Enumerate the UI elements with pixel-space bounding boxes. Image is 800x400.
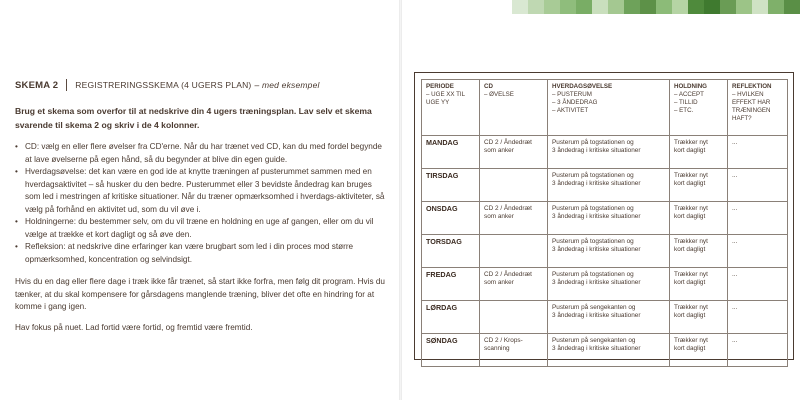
header-periode (422, 80, 480, 136)
cell-line: 3 åndedrag i kritiske situationer (552, 312, 641, 320)
holdning-cell (670, 136, 728, 169)
instruction-list (15, 141, 387, 266)
instruction-text: CD: vælg en eller flere øvelser fra CD'erne. Når du har trænet ved CD, kan du med fordel begynde at lave øvelserne på egen hånd, så du begynder at blive din egen guide. (25, 142, 382, 164)
cell-line: 3 åndedrag i kritiske situationer (552, 246, 641, 254)
cell-line: scanning (484, 345, 510, 353)
hverdagsovelse-cell (548, 301, 670, 334)
cell-line: Pusterum på togstationen og (552, 205, 634, 212)
header-cd (480, 80, 548, 136)
header-reflektion (728, 80, 788, 136)
color-swatch (752, 0, 768, 14)
cell-line: som anker (484, 147, 514, 155)
color-swatch (688, 0, 704, 14)
instruction-item (15, 241, 387, 266)
cell-line: kort dagligt (674, 345, 706, 353)
header-hverdagsovelse (548, 80, 670, 136)
cell-line: kort dagligt (674, 180, 706, 188)
color-swatch (720, 0, 736, 14)
instruction-item (15, 216, 387, 241)
table-row (422, 334, 788, 367)
color-swatch (592, 0, 608, 14)
instruction-item (15, 166, 387, 216)
header-subline: – ØVELSE (484, 91, 514, 98)
cell-line: Trækker nyt (674, 337, 708, 344)
cd-cell (480, 169, 548, 202)
color-swatch (624, 0, 640, 14)
cell-line: CD 2 / Åndedræt (484, 271, 532, 278)
header-subline: UGE YY (426, 99, 450, 106)
instruction-text: Refleksion: at nedskrive dine erfaringer kan være brugbart som led i din proces mod større opmærksomhed, koncentration og selvindsigt. (25, 242, 354, 264)
bullet-dot: • (15, 242, 18, 251)
cell-line: 3 åndedrag i kritiske situationer (552, 147, 641, 155)
color-swatch (528, 0, 544, 14)
color-swatch (560, 0, 576, 14)
paragraph-continue: Hvis du en dag eller flere dage i træk ikke får trænet, så start ikke forfra, men følg dit program. Hvis du tænker, at du skal kompensere for gårsdagens manglende træning, bliver det ofte en hindring for at komme i gang igen. (15, 277, 385, 311)
cell-line: 3 åndedrag i kritiske situationer (552, 180, 641, 188)
bullet-dot: • (15, 217, 18, 226)
color-swatch (656, 0, 672, 14)
day-cell: ONSDAG (422, 202, 480, 235)
header-title: CD (484, 83, 493, 90)
color-swatch (576, 0, 592, 14)
right-page (402, 0, 800, 400)
cell-line: 3 åndedrag i kritiske situationer (552, 213, 641, 221)
left-page (0, 0, 399, 400)
cell-line: 3 åndedrag i kritiske situationer (552, 345, 641, 353)
schema-subtitle: REGISTRERINGSSKEMA (4 UGERS PLAN) (75, 80, 252, 90)
hverdagsovelse-cell (548, 268, 670, 301)
training-plan-table (421, 79, 788, 367)
color-swatch (512, 0, 528, 14)
holdning-cell (670, 202, 728, 235)
registration-sheet (414, 72, 794, 360)
color-swatch (672, 0, 688, 14)
color-swatch (768, 0, 784, 14)
cell-line: CD 2 / Åndedræt (484, 139, 532, 146)
cell-line: Trækker nyt (674, 205, 708, 212)
paragraph-focus: Hav fokus på nuet. Lad fortid være fortid, og fremtid være fremtid. (15, 323, 253, 332)
color-swatch-bar (512, 0, 800, 14)
schema-label: SKEMA 2 (15, 79, 59, 91)
color-swatch (608, 0, 624, 14)
day-cell: FREDAG (422, 268, 480, 301)
refleksion-cell: ... (728, 268, 788, 301)
header-subline: – ACCEPT (674, 91, 704, 98)
header-title: PERIODE (426, 83, 454, 90)
cell-line: Trækker nyt (674, 139, 708, 146)
cell-line: kort dagligt (674, 213, 706, 221)
table-row (422, 136, 788, 169)
table-row (422, 169, 788, 202)
table-header-row (422, 80, 788, 136)
heading-divider (66, 79, 67, 91)
header-subline: TRÆNINGEN (732, 107, 771, 114)
cell-line: som anker (484, 279, 514, 287)
refleksion-cell: ... (728, 301, 788, 334)
cell-line: Trækker nyt (674, 271, 708, 278)
color-swatch (704, 0, 720, 14)
header-subline: – 3 ÅNDEDRAG (552, 99, 598, 106)
refleksion-cell: ... (728, 169, 788, 202)
bullet-dot: • (15, 167, 18, 176)
refleksion-cell: ... (728, 136, 788, 169)
cell-line: 3 åndedrag i kritiske situationer (552, 279, 641, 287)
header-subline: – UGE XX TIL (426, 91, 466, 98)
cell-line: Pusterum på togstationen og (552, 271, 634, 278)
color-swatch (736, 0, 752, 14)
header-subline: HAFT? (732, 115, 752, 122)
holdning-cell (670, 235, 728, 268)
header-subline: EFFEKT HAR (732, 99, 771, 106)
refleksion-cell: ... (728, 235, 788, 268)
header-subline: – ETC. (674, 107, 694, 114)
schema-example-note: – med eksempel (254, 80, 320, 90)
hverdagsovelse-cell (548, 235, 670, 268)
instruction-item (15, 141, 387, 166)
day-cell: MANDAG (422, 136, 480, 169)
hverdagsovelse-cell (548, 202, 670, 235)
schema-heading (15, 79, 320, 91)
intro-text: Brug et skema som overfor til at nedskrive din 4 ugers træningsplan. Lav selv et skema svarende til skema 2 og skriv i de 4 kolonner. (15, 106, 372, 130)
header-title: HOLDNING (674, 83, 707, 90)
cd-cell (480, 136, 548, 169)
color-swatch (640, 0, 656, 14)
refleksion-cell: ... (728, 334, 788, 367)
cell-line: CD 2 / Krops- (484, 337, 523, 344)
day-cell: SØNDAG (422, 334, 480, 367)
cell-line: kort dagligt (674, 147, 706, 155)
table-body (422, 136, 788, 367)
cell-line: Pusterum på togstationen og (552, 238, 634, 245)
table-row (422, 301, 788, 334)
cd-cell (480, 235, 548, 268)
table-row (422, 235, 788, 268)
cell-line: CD 2 / Åndedræt (484, 205, 532, 212)
day-cell: TORSDAG (422, 235, 480, 268)
cell-line: Pusterum på sengekanten og (552, 304, 636, 311)
cd-cell (480, 268, 548, 301)
table-row (422, 202, 788, 235)
cd-cell (480, 202, 548, 235)
header-title: REFLEKTION (732, 83, 772, 90)
holdning-cell (670, 169, 728, 202)
header-title: HVERDAGSØVELSE (552, 83, 613, 90)
instruction-text: Hverdagsøvelse: det kan være en god ide at knytte træningen af pusterummet sammen med en hverdagsaktivitet – så husker du den bedre. Pusterummet eller 3 bevidste åndedrag kan bruges som led i mestringen af kritiske situationer. Når du træner opmærksomhed i hverdags-aktiviteter, så vælg på forhånd en aktivitet ud, som du vil øve i. (25, 167, 385, 214)
cell-line: kort dagligt (674, 312, 706, 320)
bullet-dot: • (15, 142, 18, 151)
header-subline: – HVILKEN (732, 91, 764, 98)
color-swatch (544, 0, 560, 14)
hverdagsovelse-cell (548, 136, 670, 169)
cell-line: Pusterum på togstationen og (552, 139, 634, 146)
header-holdning (670, 80, 728, 136)
header-subline: – TILLID (674, 99, 698, 106)
header-subline: – AKTIVITET (552, 107, 589, 114)
hverdagsovelse-cell (548, 334, 670, 367)
refleksion-cell: ... (728, 202, 788, 235)
cell-line: Trækker nyt (674, 304, 708, 311)
color-swatch (784, 0, 800, 14)
cd-cell (480, 334, 548, 367)
header-subline: – PUSTERUM (552, 91, 592, 98)
holdning-cell (670, 268, 728, 301)
hverdagsovelse-cell (548, 169, 670, 202)
day-cell: LØRDAG (422, 301, 480, 334)
cell-line: Pusterum på sengekanten og (552, 337, 636, 344)
holdning-cell (670, 334, 728, 367)
cd-cell (480, 301, 548, 334)
instruction-text: Holdningerne: du bestemmer selv, om du vil træne en holdning en uge af gangen, eller om du vil vælge at trække et kort dagligt og så øve den. (25, 217, 374, 239)
cell-line: Pusterum på togstationen og (552, 172, 634, 179)
holdning-cell (670, 301, 728, 334)
table-row (422, 268, 788, 301)
cell-line: kort dagligt (674, 279, 706, 287)
cell-line: Trækker nyt (674, 238, 708, 245)
cell-line: Trækker nyt (674, 172, 708, 179)
cell-line: som anker (484, 213, 514, 221)
cell-line: kort dagligt (674, 246, 706, 254)
day-cell: TIRSDAG (422, 169, 480, 202)
